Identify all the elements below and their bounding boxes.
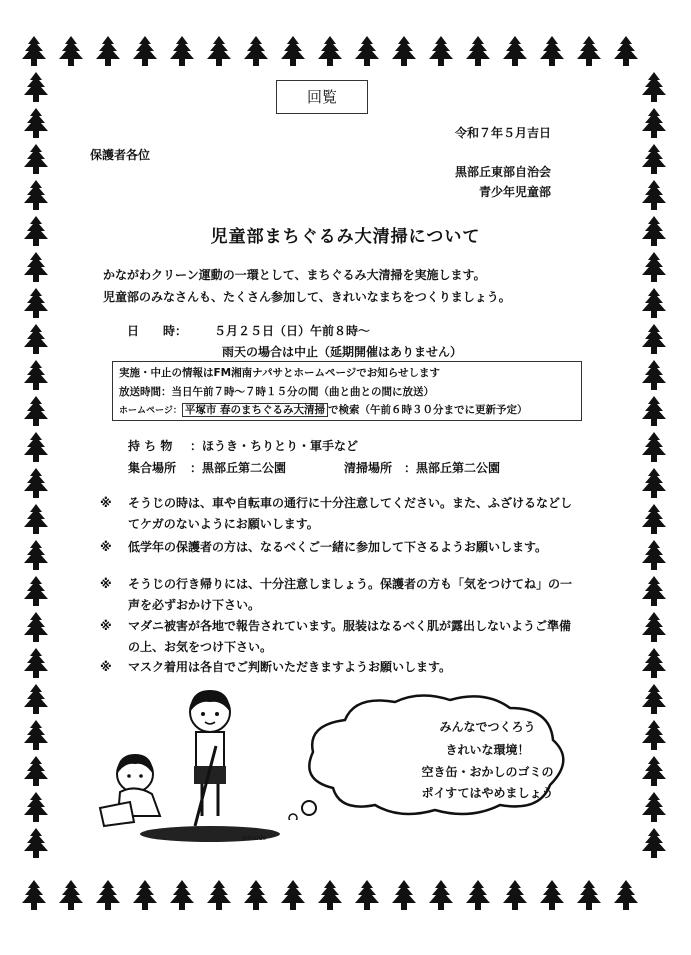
sender-dept: 青少年児童部	[478, 185, 551, 199]
tree-icon	[131, 36, 159, 70]
tree-icon	[168, 36, 196, 70]
tree-icon	[501, 36, 529, 70]
note-text: マスク着用は各自でご判断いただきますようお願いします。	[128, 660, 452, 674]
tree-icon	[22, 540, 50, 574]
tree-icon	[640, 252, 668, 286]
broadcast-value: 当日午前７時～７時１５分の間（曲と曲との間に放送）	[171, 386, 434, 398]
search-term: 平塚市 春のまちぐるみ大清掃	[182, 403, 328, 417]
tree-icon	[22, 756, 50, 790]
tree-icon	[640, 540, 668, 574]
circulation-stamp: 回覧	[276, 80, 368, 114]
tree-icon	[22, 144, 50, 178]
tree-icon	[575, 36, 603, 70]
note-item	[100, 574, 580, 616]
schedule-label: 日 時：	[127, 324, 188, 338]
tree-icon	[427, 880, 455, 914]
tree-icon	[22, 324, 50, 358]
info-box	[112, 361, 582, 421]
tree-icon	[390, 880, 418, 914]
note-mark: ※	[100, 619, 112, 633]
homepage-label: ホームページ：	[119, 406, 182, 416]
items-label: 持 ち 物	[128, 439, 173, 453]
note-text: そうじの行き帰りには、十分注意しましょう。保護者の方も「気をつけてね」の一声を必ずおかけ下さい。	[128, 577, 573, 612]
children-cleaning-illustration	[90, 676, 290, 846]
cloud-line-4: ポイすてはやめましょう	[421, 786, 554, 800]
tree-icon	[640, 72, 668, 106]
tree-icon	[22, 360, 50, 394]
tree-icon	[316, 36, 344, 70]
tree-icon	[501, 880, 529, 914]
tree-icon	[22, 684, 50, 718]
tree-icon	[640, 324, 668, 358]
tree-icon	[94, 36, 122, 70]
tree-icon	[640, 144, 668, 178]
tree-icon	[353, 36, 381, 70]
tree-icon	[640, 612, 668, 646]
note-text: 低学年の保護者の方は、なるべくご一緒に参加して下さるようお願いします。	[128, 540, 548, 554]
illustration-credit: ©Fuudo	[242, 835, 267, 842]
tree-icon	[22, 468, 50, 502]
tree-icon	[640, 432, 668, 466]
tree-icon	[22, 648, 50, 682]
issue-date: 令和７年５月吉日	[454, 126, 551, 140]
tree-icon	[279, 880, 307, 914]
note-item	[100, 657, 580, 678]
tree-icon	[316, 880, 344, 914]
meeting-label: 集合場所	[128, 461, 177, 475]
tree-icon	[640, 396, 668, 430]
tree-icon	[640, 576, 668, 610]
tree-icon	[20, 880, 48, 914]
tree-icon	[22, 792, 50, 826]
tree-icon	[640, 468, 668, 502]
tree-icon	[131, 880, 159, 914]
note-mark: ※	[100, 660, 112, 674]
note-mark: ※	[100, 577, 112, 591]
tree-icon	[22, 432, 50, 466]
tree-icon	[640, 648, 668, 682]
homepage-line	[119, 402, 527, 417]
note-item	[100, 537, 580, 558]
tree-icon	[57, 880, 85, 914]
schedule-value: ５月２５日（日）午前８時～	[214, 324, 371, 338]
tree-icon	[464, 880, 492, 914]
tree-icon	[22, 504, 50, 538]
tree-icon	[640, 288, 668, 322]
tree-icon	[279, 36, 307, 70]
cleaning-value: ：黒部丘第二公園	[404, 461, 501, 475]
tree-icon	[640, 108, 668, 142]
note-mark: ※	[100, 540, 112, 554]
tree-icon	[353, 880, 381, 914]
tree-icon	[22, 828, 50, 862]
tree-icon	[640, 504, 668, 538]
tree-icon	[640, 828, 668, 862]
cloud-line-2: きれいな環境！	[445, 743, 530, 757]
tree-icon	[538, 880, 566, 914]
tree-icon	[612, 880, 640, 914]
tree-icon	[205, 880, 233, 914]
tree-icon	[22, 576, 50, 610]
cloud-line-1: みんなでつくろう	[439, 720, 536, 734]
tree-icon	[390, 36, 418, 70]
tree-icon	[575, 880, 603, 914]
tree-icon	[22, 72, 50, 106]
info-line-1: 実施・中止の情報はFM湘南ナパサとホームページでお知らせします	[119, 367, 440, 379]
tree-icon	[427, 36, 455, 70]
tree-icon	[205, 36, 233, 70]
tree-icon	[640, 180, 668, 214]
tree-icon	[168, 880, 196, 914]
tree-icon	[94, 880, 122, 914]
broadcast-label: 放送時間：	[119, 386, 172, 398]
recipient: 保護者各位	[90, 148, 151, 162]
tree-icon	[640, 684, 668, 718]
tree-icon	[242, 880, 270, 914]
tree-icon	[57, 36, 85, 70]
tree-icon	[464, 36, 492, 70]
intro-line-2: 児童部のみなさんも、たくさん参加して、きれいなまちをつくりましょう。	[103, 290, 511, 304]
tree-icon	[612, 36, 640, 70]
tree-icon	[22, 720, 50, 754]
tree-icon	[242, 36, 270, 70]
tree-icon	[22, 252, 50, 286]
tree-icon	[22, 396, 50, 430]
broadcast-line	[119, 384, 434, 399]
note-item	[100, 493, 580, 535]
tree-icon	[640, 360, 668, 394]
tree-icon	[22, 108, 50, 142]
note-text: マダニ被害が各地で報告されています。服装はなるべく肌が露出しないようご準備の上、お気をつけ下さい。	[128, 619, 572, 654]
tree-icon	[20, 36, 48, 70]
note-text: そうじの時は、車や自転車の通行に十分注意してください。また、ふざけるなどしてケガのないようにお願いします。	[128, 496, 573, 531]
note-mark: ※	[100, 496, 112, 510]
tree-icon	[22, 180, 50, 214]
cloud-line-3: 空き缶・おかしのゴミの	[421, 765, 554, 779]
meeting-value: ：黒部丘第二公園	[190, 461, 287, 475]
cleaning-label: 清掃場所	[344, 461, 393, 475]
tree-icon	[22, 288, 50, 322]
items-value: ：ほうき・ちりとり・軍手など	[190, 439, 359, 453]
sender-org: 黒部丘東部自治会	[454, 165, 551, 179]
tree-icon	[538, 36, 566, 70]
page-title: 児童部まちぐるみ大清掃について	[210, 227, 481, 247]
intro-line-1: かながわクリーン運動の一環として、まちぐるみ大清掃を実施します。	[103, 268, 486, 282]
search-suffix: で検索（午前６時３０分までに更新予定）	[327, 404, 528, 416]
rain-notice: 雨天の場合は中止（延期開催はありません）	[222, 345, 463, 359]
tree-icon	[22, 612, 50, 646]
note-item	[100, 616, 580, 658]
